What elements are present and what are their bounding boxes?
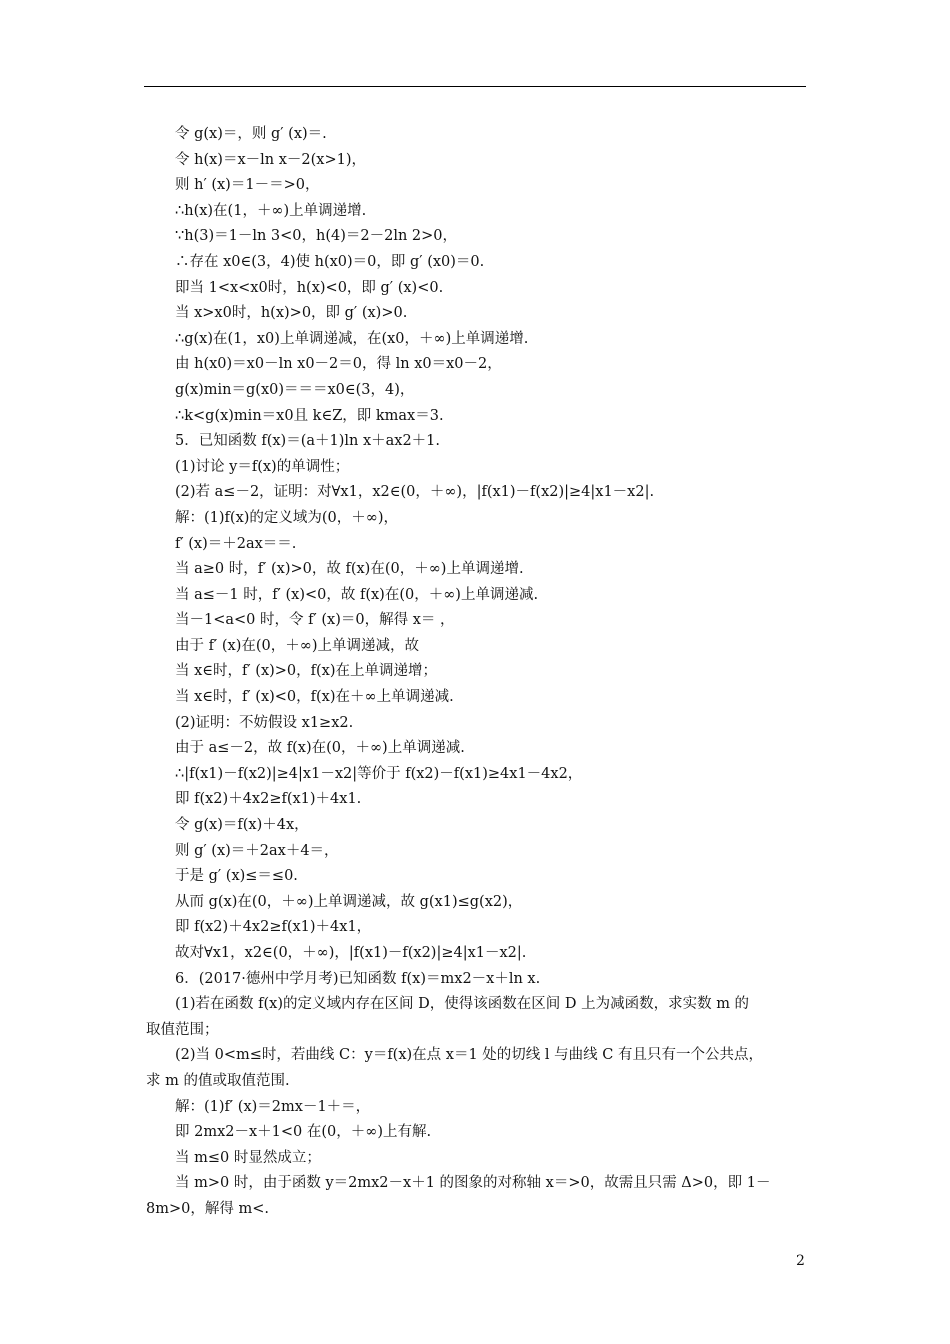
text-line: 当 m≤0 时显然成立； (175, 1149, 321, 1166)
text-line: 故对∀x1，x2∈(0，＋∞)，|f(x1)－f(x2)|≥4|x1－x2|. (175, 945, 527, 961)
text-line: ∴k<g(x)min＝x0且 k∈Z，即 kmax＝3. (175, 407, 444, 424)
text-line: 当 m>0 时，由于函数 y＝2mx2－x＋1 的图象的对称轴 x＝>0，故需且只需 Δ>0，即 1－ (175, 1175, 771, 1192)
text-line: ∴存在 x0∈(3，4)使 h(x0)＝0，即 g′ (x0)＝0. (175, 253, 485, 270)
text-line: 当 x∈时，f′ (x)>0，f(x)在上单调递增； (175, 663, 438, 680)
text-line: (2)证明：不妨假设 x1≥x2. (175, 714, 354, 731)
document-body (146, 122, 808, 1223)
text-line: ∴h(x)在(1，＋∞)上单调递增. (175, 202, 367, 219)
page-number: 2 (796, 1253, 805, 1269)
text-line: 求 m 的值或取值范围. (146, 1072, 290, 1089)
text-line: ∴|f(x1)－f(x2)|≥4|x1－x2|等价于 f(x2)－f(x1)≥4x1－4x2， (175, 765, 583, 782)
text-line: (1)讨论 y＝f(x)的单调性； (175, 458, 350, 475)
text-line: 于是 g′ (x)≤＝≤0. (175, 868, 298, 885)
text-line: 8m>0，解得 m<. (146, 1200, 269, 1217)
text-line: 由 h(x0)＝x0－ln x0－2＝0，得 ln x0＝x0－2， (175, 356, 502, 373)
text-line: 则 g′ (x)＝＋2ax＋4＝， (175, 842, 339, 859)
text-line: 当 a≤－1 时，f′ (x)<0，故 f(x)在(0，＋∞)上单调递减. (175, 586, 539, 603)
text-line: 则 h′ (x)＝1－＝>0， (175, 177, 320, 194)
text-line: 令 g(x)＝，则 g′ (x)＝. (175, 126, 327, 142)
text-line: g(x)min＝g(x0)＝＝＝x0∈(3，4)， (175, 381, 415, 398)
text-line: ∴g(x)在(1，x0)上单调递减，在(x0，＋∞)上单调递增. (175, 330, 529, 347)
text-line: (2)当 0<m≤时，若曲线 C：y＝f(x)在点 x＝1 处的切线 l 与曲线 C 有且只有一个公共点， (175, 1047, 763, 1064)
header-rule (144, 86, 806, 87)
text-line: 令 g(x)＝f(x)＋4x， (175, 817, 309, 834)
text-line: 即 f(x2)＋4x2≥f(x1)＋4x1. (175, 791, 362, 808)
problem-6-statement: 6．(2017·德州中学月考)已知函数 f(x)＝mx2－x＋ln x. (175, 970, 541, 987)
text-line: 取值范围； (146, 1021, 219, 1038)
text-line: (1)若在函数 f(x)的定义域内存在区间 D，使得该函数在区间 D 上为减函数，求实数 m 的 (175, 996, 750, 1013)
text-line: f′ (x)＝＋2ax＝＝. (175, 535, 297, 552)
text-line: 令 h(x)＝x－ln x－2(x>1)， (175, 151, 366, 168)
text-line: 当 a≥0 时，f′ (x)>0，故 f(x)在(0，＋∞)上单调递增. (175, 561, 524, 578)
text-line: 即当 1<x<x0时，h(x)<0，即 g′ (x)<0. (175, 279, 444, 296)
text-line: 从而 g(x)在(0，＋∞)上单调递减，故 g(x1)≤g(x2)， (175, 893, 523, 910)
text-line: 即 2mx2－x＋1<0 在(0，＋∞)上有解. (175, 1124, 432, 1141)
text-line: 即 f(x2)＋4x2≥f(x1)＋4x1， (175, 919, 372, 936)
text-line: 由于 a≤－2，故 f(x)在(0，＋∞)上单调递减. (175, 740, 465, 757)
text-line: ∵h(3)＝1－ln 3<0，h(4)＝2－2ln 2>0， (175, 228, 458, 245)
problem-5-statement: 5．已知函数 f(x)＝(a＋1)ln x＋ax2＋1. (175, 433, 441, 450)
text-line: 当－1<a<0 时，令 f′ (x)＝0，解得 x＝ ， (175, 612, 455, 629)
text-line: 当 x>x0时，h(x)>0，即 g′ (x)>0. (175, 305, 408, 322)
solution-heading: 解：(1)f′ (x)＝2mx－1＋＝， (175, 1098, 371, 1115)
text-line: 当 x∈时，f′ (x)<0，f(x)在＋∞上单调递减. (175, 689, 454, 706)
text-line: (2)若 a≤－2，证明：对∀x1，x2∈(0，＋∞)，|f(x1)－f(x2)|≥4|x1－x2|. (175, 484, 655, 501)
solution-heading: 解：(1)f(x)的定义域为(0，＋∞)， (175, 509, 399, 526)
text-line: 由于 f′ (x)在(0，＋∞)上单调递减，故 (175, 637, 419, 654)
